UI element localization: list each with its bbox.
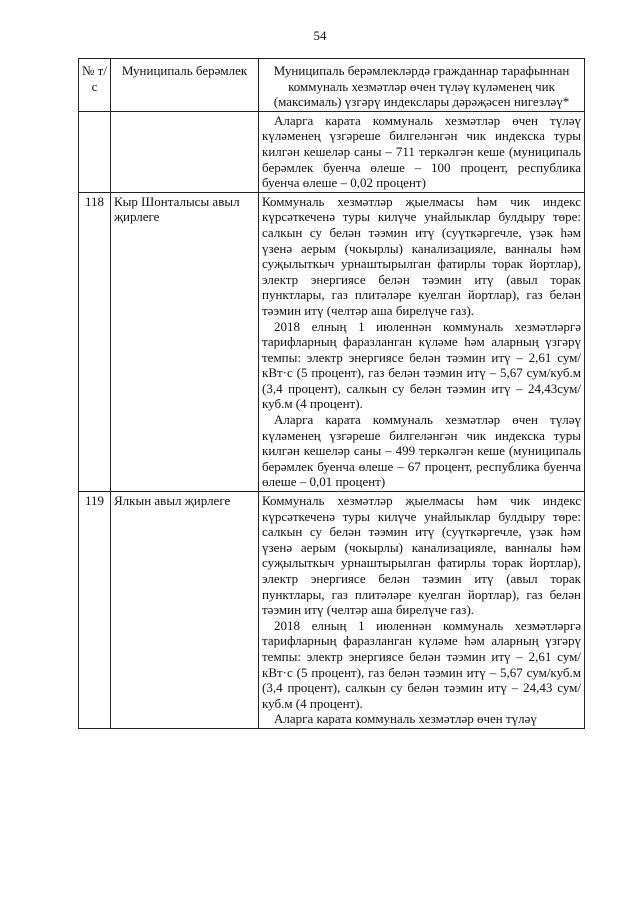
indices-table [78, 58, 585, 729]
row-number: 118 [79, 192, 111, 491]
row-justification [259, 492, 585, 729]
paragraph: Аларга карата коммуналь хезмәтләр өчен түләү [274, 711, 537, 727]
table-header-row [79, 59, 585, 112]
paragraph: 2018 елның 1 июленнән коммуналь хезмәтләргә тарифларның фаразланган күләме һәм аларның үзгәрү темпы: электр энергиясе белән тәэмин итү – 2,61 сум/кВт·с (5 процент), газ белән тәэмин итү – 5,67 сум/куб.м (3,4 процент), салкын су белән тәэмин итү – 24,43 сум/куб.м (4 процент). [262, 617, 581, 711]
row-justification [259, 192, 585, 491]
row-municipality: Ялкын авыл җирлеге [111, 492, 259, 729]
row-municipality [111, 111, 259, 192]
paragraph: Коммуналь хезмәтләр җыелмасы һәм чик индекс күрсәткеченә туры килүче унайлыклар булдыру төре: салкын су белән тәэмин итү (суүткәргечле, үзәк һәм үзенә аерым (чокырлы) канализацияле, ванналы һәм суҗылыткыч урнаштырылган фатирлы торак йортлар), электр энергиясе белән тәэмин итү (авыл торак пунктлары, газ плитәләре куелган йортлар), газ белән тәэмин итү (челтәр аша бирелүче газ). [262, 193, 581, 318]
table-row [79, 192, 585, 491]
paragraph: Коммуналь хезмәтләр җыелмасы һәм чик индекс күрсәткеченә туры килүче унайлыклар булдыру төре: салкын су белән тәэмин итү (суүткәргечле, үзәк һәм үзенә аерым (чокырлы) канализацияле, ванналы һәм суҗылыткыч урнаштырылган фатирлы торак йортлар), электр энергиясе белән тәэмин итү (авыл торак пунктлары, газ плитәләре куелган йортлар), газ белән тәэмин итү (челтәр аша бирелүче газ). [262, 493, 581, 618]
header-number: № т/с [79, 59, 111, 112]
paragraph: Аларга карата коммуналь хезмәтләр өчен түләү күләменең үзгәреше билгеләнгән чик индекска туры килгән кешеләр саны – 711 теркәлгән кеше (муниципаль берәмлек буенча өлеше – 100 процент, республика буенча өлеше – 0,02 процент) [262, 112, 581, 191]
table-row [79, 492, 585, 729]
header-municipality: Муниципаль берәмлек [111, 59, 259, 112]
page-number: 54 [313, 28, 327, 43]
table-row [79, 111, 585, 192]
row-justification [259, 111, 585, 192]
paragraph: Аларга карата коммуналь хезмәтләр өчен түләү күләменең үзгәреше билгеләнгән чик индекска туры килгән кешеләр саны – 499 теркәлгән кеше (муниципаль берәмлек буенча өлеше – 67 процент, республика буенча өлеше – 0,01 процент) [262, 412, 581, 490]
paragraph: 2018 елның 1 июленнән коммуналь хезмәтләргә тарифларның фаразланган күләме һәм аларның үзгәрү темпы: электр энергиясе белән тәэмин итү – 2,61 сум/кВт·с (5 процент), газ белән тәэмин итү – 5,67 сум/куб.м (3,4 процент), салкын су белән тәэмин итү – 24,43сум/куб.м (4 процент). [262, 318, 581, 412]
row-municipality: Кыр Шонталысы авыл җирлеге [111, 192, 259, 491]
row-number: 119 [79, 492, 111, 729]
row-number [79, 111, 111, 192]
header-justification: Муниципаль берәмлекләрдә гражданнар тарафыннан коммуналь хезмәтләр өчен түләү күләменең чик (максималь) үзгәрү индекслары дәрәҗәсен нигезләү* [259, 59, 585, 112]
